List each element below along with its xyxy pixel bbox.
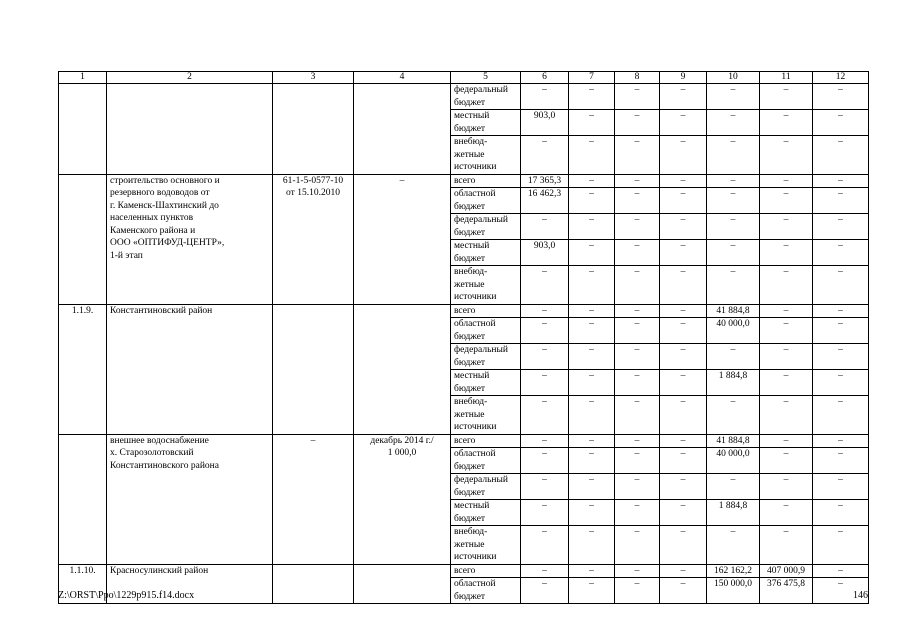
source-label-cell — [451, 564, 521, 578]
value-cell: – — [660, 318, 707, 344]
value-cell: – — [569, 448, 615, 474]
value-cell: – — [760, 318, 813, 344]
source-label-cell — [451, 304, 521, 318]
source-label-line: бюджет — [454, 591, 486, 602]
item-name-line: населенных пунктов — [110, 213, 194, 223]
value-cell: – — [660, 500, 707, 526]
group-name-cell — [107, 84, 273, 175]
source-label-line: местный — [454, 111, 490, 121]
value-cell: 40 000,0 — [707, 448, 760, 474]
item-name-line: 1-й этап — [110, 250, 143, 261]
value-cell: – — [615, 188, 660, 214]
value-cell: – — [707, 84, 760, 110]
value-cell: – — [615, 110, 660, 136]
value-cell: – — [615, 318, 660, 344]
value-cell: – — [813, 136, 869, 175]
table-row — [59, 434, 869, 448]
value-cell: – — [660, 396, 707, 435]
source-label-cell — [451, 84, 521, 110]
value-cell: 1 884,8 — [707, 370, 760, 396]
deadline-cell — [354, 304, 451, 434]
value-cell: – — [660, 564, 707, 578]
source-label-line: внебюд- — [454, 267, 488, 277]
value-cell: – — [615, 434, 660, 448]
value-cell: – — [569, 266, 615, 305]
source-label-line: областной — [454, 189, 496, 199]
value-cell: – — [615, 174, 660, 188]
value-cell: – — [707, 136, 760, 175]
item-name-line: г. Каменск-Шахтинский до — [110, 200, 219, 211]
value-cell: – — [569, 396, 615, 435]
source-label-line: всего — [454, 565, 476, 576]
value-cell: – — [813, 578, 869, 604]
item-number-cell — [59, 174, 107, 304]
value-cell: – — [521, 266, 569, 305]
value-cell: 407 000,9 — [760, 564, 813, 578]
value-cell: – — [813, 396, 869, 435]
source-label-cell — [451, 214, 521, 240]
value-cell: – — [813, 474, 869, 500]
item-name-line: х. Старозолотовский — [110, 448, 194, 458]
value-cell: – — [760, 448, 813, 474]
value-cell: – — [569, 318, 615, 344]
source-label-cell — [451, 240, 521, 266]
value-cell: – — [521, 578, 569, 604]
value-cell: – — [521, 500, 569, 526]
source-label-line: местный — [454, 501, 490, 511]
value-cell: – — [615, 304, 660, 318]
value-cell: – — [615, 474, 660, 500]
registration-line: 61-1-5-0577-10 — [282, 175, 344, 186]
value-cell: – — [813, 188, 869, 214]
item-name-cell: Константиновский район — [107, 304, 273, 434]
value-cell: – — [760, 240, 813, 266]
source-label-line: бюджет — [454, 123, 486, 134]
value-cell: – — [660, 304, 707, 318]
source-label-line: бюджет — [454, 331, 486, 342]
item-name-cell — [107, 434, 273, 564]
source-label-cell — [451, 370, 521, 396]
value-cell: – — [569, 240, 615, 266]
value-cell: 41 884,8 — [707, 434, 760, 448]
source-label-line: бюджет — [454, 513, 486, 524]
budget-table — [58, 71, 869, 604]
source-label-cell — [451, 318, 521, 344]
source-label-cell — [451, 266, 521, 305]
value-cell: – — [569, 578, 615, 604]
registration-cell — [273, 174, 354, 304]
source-label-line: внебюд- — [454, 137, 488, 147]
column-header: 11 — [760, 72, 813, 84]
value-cell: – — [615, 214, 660, 240]
column-header: 8 — [615, 72, 660, 84]
value-cell: – — [707, 396, 760, 435]
value-cell: – — [760, 434, 813, 448]
value-cell: – — [760, 174, 813, 188]
value-cell: – — [521, 84, 569, 110]
source-label-line: жетные — [454, 539, 485, 550]
value-cell: – — [760, 304, 813, 318]
group-col3-cell — [273, 84, 354, 175]
value-cell: – — [813, 344, 869, 370]
value-cell: – — [569, 84, 615, 110]
value-cell: – — [615, 266, 660, 305]
column-header-row — [59, 72, 869, 84]
value-cell: – — [707, 240, 760, 266]
value-cell: – — [660, 344, 707, 370]
source-label-cell — [451, 188, 521, 214]
source-label-line: федеральный — [454, 345, 508, 355]
column-header: 3 — [273, 72, 354, 84]
value-cell: – — [521, 448, 569, 474]
source-label-line: источники — [454, 292, 497, 302]
value-cell: – — [615, 526, 660, 565]
value-cell: – — [615, 578, 660, 604]
value-cell: – — [615, 370, 660, 396]
value-cell: – — [760, 266, 813, 305]
source-label-line: источники — [454, 422, 497, 432]
value-cell: – — [569, 474, 615, 500]
item-name-line: резервного водоводов от — [110, 188, 210, 198]
value-cell: – — [660, 370, 707, 396]
value-cell: – — [615, 448, 660, 474]
value-cell: 376 475,8 — [760, 578, 813, 604]
value-cell: – — [760, 344, 813, 370]
value-cell: – — [660, 84, 707, 110]
source-label-line: жетные — [454, 409, 485, 420]
table-row — [59, 174, 869, 188]
source-label-cell — [451, 526, 521, 565]
source-label-cell — [451, 500, 521, 526]
value-cell: – — [660, 136, 707, 175]
value-cell: – — [813, 110, 869, 136]
column-header: 1 — [59, 72, 107, 84]
value-cell: – — [707, 188, 760, 214]
value-cell: 41 884,8 — [707, 304, 760, 318]
source-label-line: областной — [454, 579, 496, 589]
source-label-cell — [451, 136, 521, 175]
value-cell: – — [569, 344, 615, 370]
column-header: 9 — [660, 72, 707, 84]
column-header: 12 — [813, 72, 869, 84]
source-label-line: бюджет — [454, 461, 486, 472]
value-cell: 150 000,0 — [707, 578, 760, 604]
value-cell: – — [660, 110, 707, 136]
deadline-line: 1 000,0 — [387, 448, 417, 458]
source-label-line: источники — [454, 552, 497, 562]
value-cell: – — [660, 240, 707, 266]
value-cell: – — [615, 396, 660, 435]
value-cell: – — [660, 266, 707, 305]
value-cell: – — [521, 526, 569, 565]
value-cell: – — [813, 370, 869, 396]
source-label-line: всего — [454, 305, 476, 316]
item-number-cell — [59, 434, 107, 564]
value-cell: – — [760, 136, 813, 175]
value-cell: – — [760, 474, 813, 500]
value-cell: – — [813, 448, 869, 474]
value-cell: 1 884,8 — [707, 500, 760, 526]
value-cell: – — [521, 396, 569, 435]
value-cell: – — [813, 500, 869, 526]
value-cell: 40 000,0 — [707, 318, 760, 344]
value-cell: – — [660, 188, 707, 214]
value-cell: – — [813, 266, 869, 305]
group-number-cell — [59, 84, 107, 175]
source-label-line: всего — [454, 435, 476, 446]
value-cell: – — [660, 434, 707, 448]
source-label-cell — [451, 448, 521, 474]
item-name-cell: Красносулинский район — [107, 564, 273, 604]
source-label-cell — [451, 174, 521, 188]
registration-cell — [273, 304, 354, 434]
source-label-line: внебюд- — [454, 527, 488, 537]
value-cell: 903,0 — [521, 240, 569, 266]
footer-page-number: 146 — [853, 590, 868, 601]
source-label-line: источники — [454, 162, 497, 172]
source-label-cell — [451, 110, 521, 136]
source-label-line: всего — [454, 175, 476, 186]
value-cell: – — [615, 136, 660, 175]
table-row — [59, 564, 869, 578]
item-name-line: Константиновского района — [110, 460, 219, 471]
item-name-line: внешнее водоснабжение — [110, 435, 209, 446]
deadline-cell — [354, 564, 451, 604]
value-cell: – — [615, 344, 660, 370]
value-cell: – — [569, 370, 615, 396]
source-label-line: бюджет — [454, 357, 486, 368]
source-label-line: федеральный — [454, 215, 508, 225]
value-cell: – — [660, 174, 707, 188]
value-cell: – — [813, 174, 869, 188]
item-name-cell — [107, 174, 273, 304]
value-cell: – — [813, 304, 869, 318]
item-name-line: строительство основного и — [110, 175, 220, 186]
source-label-line: бюджет — [454, 487, 486, 498]
value-cell: – — [615, 564, 660, 578]
value-cell: – — [760, 188, 813, 214]
source-label-line: бюджет — [454, 201, 486, 212]
value-cell: – — [569, 214, 615, 240]
group-col4-cell — [354, 84, 451, 175]
value-cell: – — [813, 84, 869, 110]
value-cell: – — [813, 214, 869, 240]
source-label-line: бюджет — [454, 253, 486, 264]
value-cell: – — [569, 110, 615, 136]
item-name-line: Каменского района и — [110, 225, 196, 236]
column-header: 2 — [107, 72, 273, 84]
source-label-cell — [451, 434, 521, 448]
table-row — [59, 304, 869, 318]
value-cell: – — [707, 344, 760, 370]
value-cell: – — [707, 474, 760, 500]
source-label-line: местный — [454, 371, 490, 381]
source-label-line: областной — [454, 449, 496, 459]
value-cell: – — [521, 214, 569, 240]
value-cell: – — [615, 500, 660, 526]
source-label-line: федеральный — [454, 475, 508, 485]
source-label-line: жетные — [454, 279, 485, 290]
value-cell: – — [760, 396, 813, 435]
value-cell: – — [813, 240, 869, 266]
value-cell: – — [660, 448, 707, 474]
value-cell: – — [707, 174, 760, 188]
value-cell: – — [569, 564, 615, 578]
column-header: 10 — [707, 72, 760, 84]
source-label-line: федеральный — [454, 85, 508, 95]
value-cell: – — [660, 526, 707, 565]
registration-cell: – — [273, 434, 354, 564]
value-cell: – — [615, 84, 660, 110]
value-cell: – — [521, 370, 569, 396]
source-label-line: областной — [454, 319, 496, 329]
source-label-line: местный — [454, 241, 490, 251]
value-cell: – — [569, 434, 615, 448]
value-cell: – — [707, 526, 760, 565]
column-header: 7 — [569, 72, 615, 84]
column-header: 4 — [354, 72, 451, 84]
value-cell: – — [569, 304, 615, 318]
value-cell: – — [521, 136, 569, 175]
source-label-cell — [451, 344, 521, 370]
value-cell: – — [569, 500, 615, 526]
value-cell: – — [521, 434, 569, 448]
source-label-line: внебюд- — [454, 397, 488, 407]
source-label-line: бюджет — [454, 383, 486, 394]
value-cell: – — [660, 214, 707, 240]
item-name-line: ООО «ОПТИФУД-ЦЕНТР», — [110, 238, 225, 248]
value-cell: – — [760, 214, 813, 240]
source-label-line: бюджет — [454, 97, 486, 108]
value-cell: – — [521, 344, 569, 370]
value-cell: – — [569, 526, 615, 565]
value-cell: – — [569, 136, 615, 175]
source-label-line: бюджет — [454, 227, 486, 238]
value-cell: – — [615, 240, 660, 266]
source-label-line: жетные — [454, 149, 485, 160]
value-cell: – — [813, 434, 869, 448]
source-label-cell — [451, 474, 521, 500]
value-cell: – — [760, 84, 813, 110]
value-cell: – — [521, 564, 569, 578]
item-number-cell: 1.1.10. — [59, 564, 107, 604]
value-cell: – — [760, 370, 813, 396]
value-cell: – — [813, 564, 869, 578]
value-cell: – — [707, 266, 760, 305]
table-row — [59, 84, 869, 110]
column-header: 6 — [521, 72, 569, 84]
value-cell: – — [660, 474, 707, 500]
value-cell: – — [813, 318, 869, 344]
deadline-cell: – — [354, 174, 451, 304]
value-cell: – — [707, 110, 760, 136]
deadline-cell — [354, 434, 451, 564]
value-cell: 903,0 — [521, 110, 569, 136]
value-cell: – — [569, 174, 615, 188]
deadline-line: декабрь 2014 г./ — [370, 435, 434, 446]
value-cell: – — [569, 188, 615, 214]
value-cell: – — [660, 578, 707, 604]
value-cell: – — [521, 318, 569, 344]
registration-line: от 15.10.2010 — [286, 188, 340, 198]
source-label-cell — [451, 578, 521, 604]
value-cell: – — [521, 304, 569, 318]
value-cell: – — [760, 500, 813, 526]
value-cell: – — [760, 110, 813, 136]
value-cell: 162 162,2 — [707, 564, 760, 578]
value-cell: – — [813, 526, 869, 565]
value-cell: – — [760, 526, 813, 565]
registration-cell — [273, 564, 354, 604]
item-number-cell: 1.1.9. — [59, 304, 107, 434]
value-cell: 17 365,3 — [521, 174, 569, 188]
value-cell: – — [707, 214, 760, 240]
column-header: 5 — [451, 72, 521, 84]
value-cell: 16 462,3 — [521, 188, 569, 214]
value-cell: – — [521, 474, 569, 500]
footer-file-path: Z:\ORST\Ppo\1229p915.f14.docx — [58, 590, 195, 601]
source-label-cell — [451, 396, 521, 435]
